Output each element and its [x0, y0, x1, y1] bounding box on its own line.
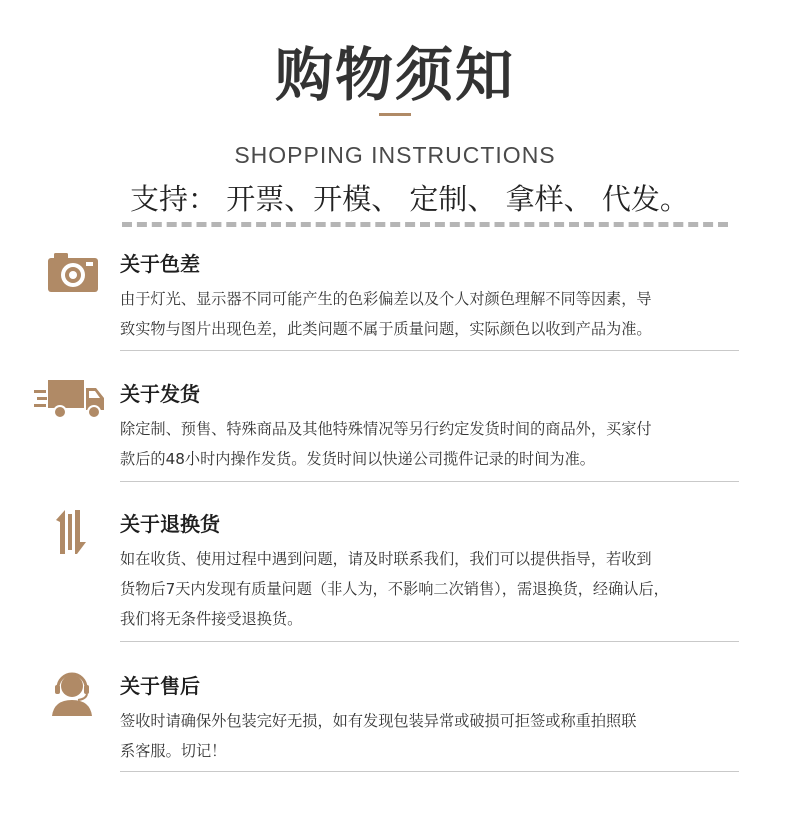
section-title: 关于色差 [120, 252, 200, 276]
section-body-line: 货物后7天内发现有质量问题（非人为，不影响二次销售），需退换货，经确认后， [120, 580, 669, 598]
section-title: 关于退换货 [120, 512, 220, 536]
section-divider [120, 481, 739, 482]
page-subtitle: SHOPPING INSTRUCTIONS [234, 142, 556, 168]
dashed-divider [122, 222, 728, 227]
section-body-line: 由于灯光、显示器不同可能产生的色彩偏差以及个人对颜色理解不同等因素，导 [120, 290, 652, 308]
section-body [120, 544, 740, 634]
section-body-line: 我们将无条件接受退换货。 [120, 610, 303, 628]
title-accent-bar [379, 113, 411, 116]
section-body-line: 如在收货、使用过程中遇到问题，请及时联系我们，我们可以提供指导，若收到 [120, 550, 652, 568]
delivery-truck-icon [34, 378, 106, 426]
section-body-line: 签收时请确保外包装完好无损，如有发现包装异常或破损可拒签或称重拍照联 [120, 712, 637, 730]
section-title: 关于售后 [120, 674, 200, 698]
section-body-line: 款后的48小时内操作发货。发货时间以快递公司揽件记录的时间为准。 [120, 450, 595, 468]
section-body-line: 系客服。切记！ [120, 742, 227, 760]
camera-icon [46, 248, 102, 296]
section-body [120, 706, 740, 766]
section-title: 关于发货 [120, 382, 200, 406]
support-services-text: 支持： 开票、开模、 定制、 拿样、 代发。 [130, 182, 689, 216]
section-divider [120, 771, 739, 772]
section-divider [120, 641, 739, 642]
section-divider [120, 350, 739, 351]
customer-service-icon [48, 670, 96, 718]
page-title: 购物须知 [274, 41, 515, 109]
section-body-line: 除定制、预售、特殊商品及其他特殊情况等另行约定发货时间的商品外，买家付 [120, 420, 652, 438]
exchange-arrows-icon [52, 508, 92, 556]
section-body-line: 致实物与图片出现色差，此类问题不属于质量问题，实际颜色以收到产品为准。 [120, 320, 652, 338]
section-body [120, 414, 740, 474]
section-body [120, 284, 740, 344]
